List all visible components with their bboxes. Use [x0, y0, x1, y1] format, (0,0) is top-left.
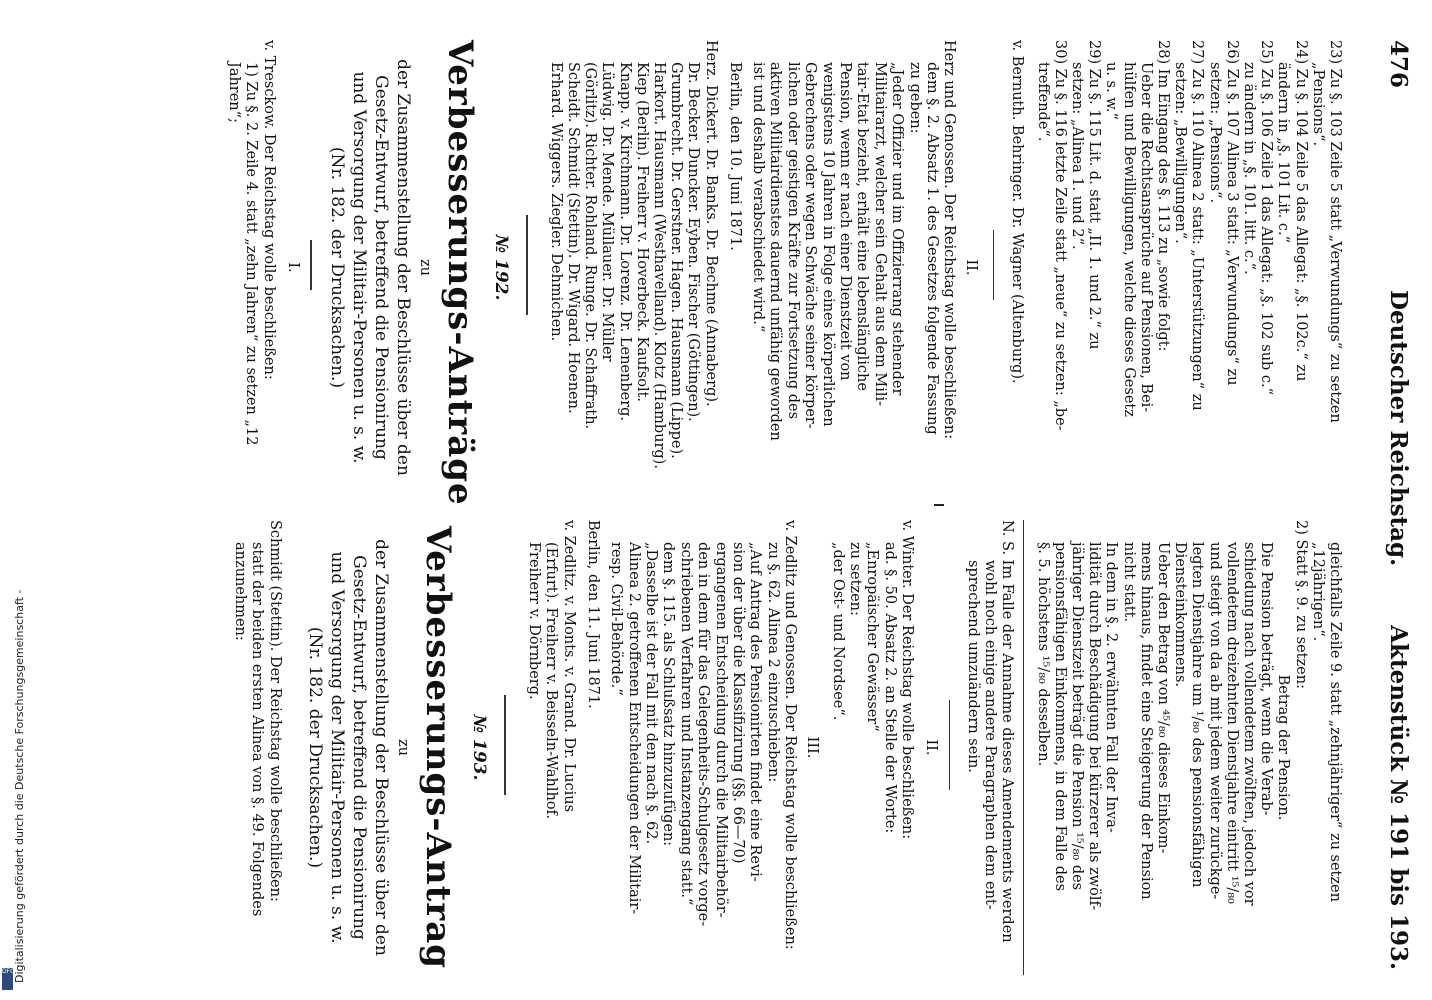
amendment-line: 30) Zu §. 116 letzte Zeile statt „neue“ zu setzen: „be- [1051, 40, 1068, 431]
motion-line: Militairarzt, welcher sein Gehalt aus dem Mili- [871, 62, 888, 407]
page-header [1352, 0, 1432, 1000]
note-line: sprechend umzuändern sein. [964, 560, 981, 773]
amendment-line: Ueber die Rechtsansprüche auf Pensionen, Bei- [1137, 62, 1154, 413]
amendment-line: 2) Statt §. 9. zu setzen: [1292, 520, 1309, 689]
motion-line: statt der beiden ersten Alinea von §. 49. Folgendes [249, 542, 266, 917]
signature-line: v. Zedlitz. v. Monts. v. Grand. Dr. Lucius [560, 520, 577, 813]
section-rule [949, 700, 951, 790]
motion-line: wenigstens 10 Jahren in Folge eines körperlichen [819, 62, 836, 427]
motion-line: resp. Civil-Behörde.“ [608, 542, 625, 696]
motion-line: Pension, wenn er nach einer Dienstzeit von [837, 62, 853, 381]
signature-line: Knapp. v. Kirchmann. Dr. Lorenz. Dr. Lenenberg. [616, 62, 633, 422]
amendment-line: nicht statt. [1120, 542, 1137, 623]
motion-line: v. Winter. Der Reichstag wolle beschließen: [899, 520, 916, 840]
amendment-line: gleichfalls Zeile 9. statt „zehnjähriger“ zu setzen [1327, 542, 1343, 902]
amendment-line: hülfen und Bewilligungen, welche dieses Gesetz [1120, 62, 1137, 417]
amendment-line: setzen: „Pensions“. [1206, 62, 1223, 204]
signature-line: Grumbrecht. Dr. Gerstner. Hagen. Hausmann (Lippe). [668, 62, 685, 459]
amendment-line: Diensteinkommens. [1172, 542, 1189, 687]
amendment-line: §. 5. höchstens ¹⁵/₈₀ desselben. [1034, 542, 1051, 767]
motion-line: dem §. 115. als Schlußsatz hinzuzufügen: [660, 542, 677, 847]
amendment-line: pensionsfähigen Einkommens, in dem Falle des [1051, 542, 1068, 892]
subtitle-line: Gesetz-Entwurf, betreffend die Pensionirung [348, 555, 369, 940]
amendment-line: „12jährigen“. [1309, 542, 1326, 642]
motion-line: 1) Zu §. 2. Zeile 4. statt „zehn Jahren“ zu setzen „12 [243, 62, 260, 446]
amendment-line: jähriger Dienstzeit beträgt die Pension ¹⁵/₈₀ des [1069, 542, 1085, 891]
motion-line: schriebenen Verfahren und Instanzengang statt.“ [677, 542, 694, 906]
motion-line: tair-Etat bezieht, erhält eine lebenslängliche [854, 62, 871, 391]
amendment-line: 29) Zu §. 115 Lit. d. statt „II. 1. und 2.“ zu [1086, 40, 1103, 350]
amendment-line: Betrag der Pension. [1275, 674, 1292, 821]
amendment-line: und steigt von da ab mit jedem weiter zurückge- [1206, 542, 1223, 900]
subtitle-line: und Versorgung der Militair-Personen u. s. w. [348, 71, 369, 464]
amendment-line: 28) Im Eingang des §. 113 zu „sowie folgt: [1155, 40, 1171, 352]
motion-line: dem §. 2. Absatz 1. des Gesetzes folgende Fassung [924, 62, 940, 435]
digitization-credit: Digitalisierung gefördert durch die Deutsche Forschungsgemeinschaft - [13, 589, 26, 983]
signature-line: Erhard. Wiggers. Ziegler. Dehmichen. [547, 62, 564, 342]
amendment-line: setzen: „Alinea 1. und 2“. [1069, 62, 1085, 250]
motion-line: zu §. 62. Alinea 2 einzuschieben: [764, 542, 781, 783]
motion-line: v. Zedlitz und Genossen. Der Reichstag wolle beschließen: [782, 520, 799, 950]
amendment-line: 27) Zu §. 110 Alinea 2 statt: „Unterstützungen“ zu [1189, 40, 1206, 411]
motion-line: lichen oder geistigen Kräfte zur Fortsetzung des [784, 62, 801, 420]
date-line: Berlin, den 11. Juni 1871. [584, 520, 601, 709]
signature-line: (Erfurt). Freiherr v. Beisseln-Wahlhof. [543, 542, 560, 820]
subtitle-line: der Zusammenstellung der Beschlüsse über den [392, 59, 413, 476]
amendment-line: ändern in „§. 101 Lit. c.“ [1275, 62, 1292, 244]
signature-line: Lüdwig. Dr. Mende. Müllauer. Dr. Müller [599, 62, 616, 362]
motion-line: Herz und Genossen. Der Reichstag wolle beschließen: [941, 40, 958, 440]
motion-line: Gebrechens oder wegen Schwäche seiner körper- [802, 62, 819, 429]
note-line: wohl noch einige andere Paragraphen dem ent- [982, 560, 998, 910]
motion-line: „der Ost- und Nordsee“. [829, 542, 846, 721]
section-heading: I. [284, 262, 301, 273]
amendment-line: 24) Zu §. 104 Zeile 5 das Allegat: „§. 102c.“ zu [1292, 40, 1309, 382]
motion-line: den in dem für das Gelegenheits-Schulgesetz vorge- [695, 542, 712, 927]
note-line: N. S. Im Falle der Annahme dieses Amendements werden [999, 520, 1016, 943]
running-title: Deutscher Reichstag. [1385, 290, 1412, 567]
amendment-line: lidität durch Beschädigung bei kürzerer als zwölf- [1086, 542, 1103, 911]
zu-label: zu [394, 739, 411, 756]
amendment-line: In dem in §. 2. erwähnten Fall der Inva- [1103, 542, 1120, 833]
motion-line: ergangenen Entscheidung durch die Militairbehör- [712, 542, 729, 918]
section-heading: II. [923, 739, 940, 756]
signature-line: Herz. Dickert. Dr. Banks. Dr. Bechme (Annaberg). [702, 40, 719, 407]
motion-line: aktiven Militairdienstes dauernd unfähig geworden [767, 62, 784, 441]
subtitle-line: (Nr. 182. der Drucksachen.) [326, 146, 347, 389]
amendment-line: Ueber den Betrag von ⁴⁵/₈₀ dieses Einkom- [1155, 542, 1171, 854]
document-title: Verbesserungs-Antrag [417, 525, 458, 970]
motion-line: Jahren“; [225, 62, 242, 123]
signature-line: Kiep (Berlin). Freiherr v. Hoverbeck. Kaufsolt. [633, 62, 650, 403]
document-number: № 193. [468, 714, 489, 781]
motion-line: „Dasselbe ist der Fall mit den nach §. 62. [643, 542, 659, 845]
motion-line: Alinea 2. getroffenen Entscheidungen der Militair- [625, 542, 642, 915]
motion-line: zu setzen: [847, 542, 863, 616]
amendment-line: zu ändern in „§. 101. litt. c.“. [1241, 62, 1257, 275]
motion-line: v. Tresckow. Der Reichstag wolle beschließen: [260, 40, 277, 380]
amendment-line: mens hinaus, findet eine Steigerung der Pension [1137, 542, 1154, 900]
section-rule [1023, 520, 1025, 975]
document-number: № 192. [490, 234, 511, 301]
signature-line: (Görlitz). Richter. Rohland. Runge. Dr. Schaffrath. [582, 62, 599, 430]
subtitle-line: und Versorgung der Militair-Personen u. s. w. [326, 551, 347, 944]
signature-line: v. Bernuth. Behringer. Dr. Wagner (Altenburg). [1009, 40, 1026, 384]
amendment-line: 23) Zu §. 103 Zeile 5 statt „Verwundungs“ zu setzen [1327, 40, 1343, 423]
section-rule [310, 240, 312, 290]
dfg-logo [2, 968, 13, 990]
amendment-line: 26) Zu §. 107 Alinea 3 statt: „Verwundungs“ zu [1223, 40, 1240, 386]
page-number: 476 [1385, 40, 1412, 89]
motion-line: ist und deshalb verabschiedet wird.“ [750, 62, 766, 333]
section-heading: III. [804, 736, 821, 759]
document-range: Aktenstück № 191 bis 193. [1385, 625, 1412, 970]
dfg-logo-text: DFG [2, 968, 15, 975]
motion-line: sion der über die Klassifizirung (§§. 66—70) [730, 542, 746, 864]
motion-line: „Enropäischer Gewässer“ [864, 542, 881, 732]
subtitle-line: Gesetz-Entwurf, betreffend die Pensionirung [370, 75, 391, 460]
section-rule [504, 695, 506, 795]
amendment-line: 25) Zu §. 106 Zeile 1 das Allegat: „§. 102 sub c.“ [1258, 40, 1275, 396]
section-rule [993, 230, 995, 300]
motion-line: Schmidt (Stettin). Der Reichstag wolle beschließen: [266, 520, 283, 902]
motion-line: ad. §. 50. Absatz 2. an Stelle der Worte: [881, 542, 898, 834]
column-divider [934, 504, 944, 506]
amendment-line: „Pensions“. [1309, 62, 1326, 147]
document-title: Verbesserungs-Anträge [439, 40, 480, 506]
signature-line: Scheidt. Schmidt (Stettin). Dr. Wigard. Hoenen. [565, 62, 581, 414]
motion-line: anzunehmen: [231, 542, 248, 641]
amendment-line: vollendetem dreizehnten Dienstjahre eintritt ¹⁵/₈₀ [1223, 542, 1240, 904]
signature-line: Dr. Becker. Duncker. Eyben. Fischer (Göttingen). [685, 62, 702, 422]
amendment-line: setzen: „Bewilligungen“. [1172, 62, 1189, 244]
zu-label: zu [416, 259, 433, 276]
amendment-line: legten Dienstjahre um ¹/₈₀ des pensionsfähigen [1189, 542, 1206, 888]
amendment-line: schiedung nach vollendetem zwölften, jedoch vor [1241, 542, 1257, 906]
date-line: Berlin, den 10. Juni 1871. [726, 62, 743, 251]
motion-line: „Auf Antrag des Pensionirten findet eine Revi- [747, 542, 764, 882]
signature-line: Freiherr v. Dörnberg. [526, 542, 542, 700]
amendment-line: u. s. w.“ [1103, 62, 1120, 120]
subtitle-line: (Nr. 182. der Drucksachen.) [304, 626, 325, 869]
section-heading: II. [963, 259, 980, 276]
motion-line: zu geben: [906, 62, 923, 134]
motion-line: „Jeder Offizier und im Offizierrang stehender [889, 62, 906, 396]
subtitle-line: der Zusammenstellung der Beschlüsse über den [370, 539, 391, 956]
amendment-line: treffende“. [1034, 62, 1051, 142]
signature-line: Harkort. Hausmann (Westhavelland). Klotz (Hamburg). [651, 62, 667, 469]
amendment-line: Die Pension beträgt, wenn die Verab- [1258, 542, 1275, 816]
section-rule [526, 215, 528, 315]
